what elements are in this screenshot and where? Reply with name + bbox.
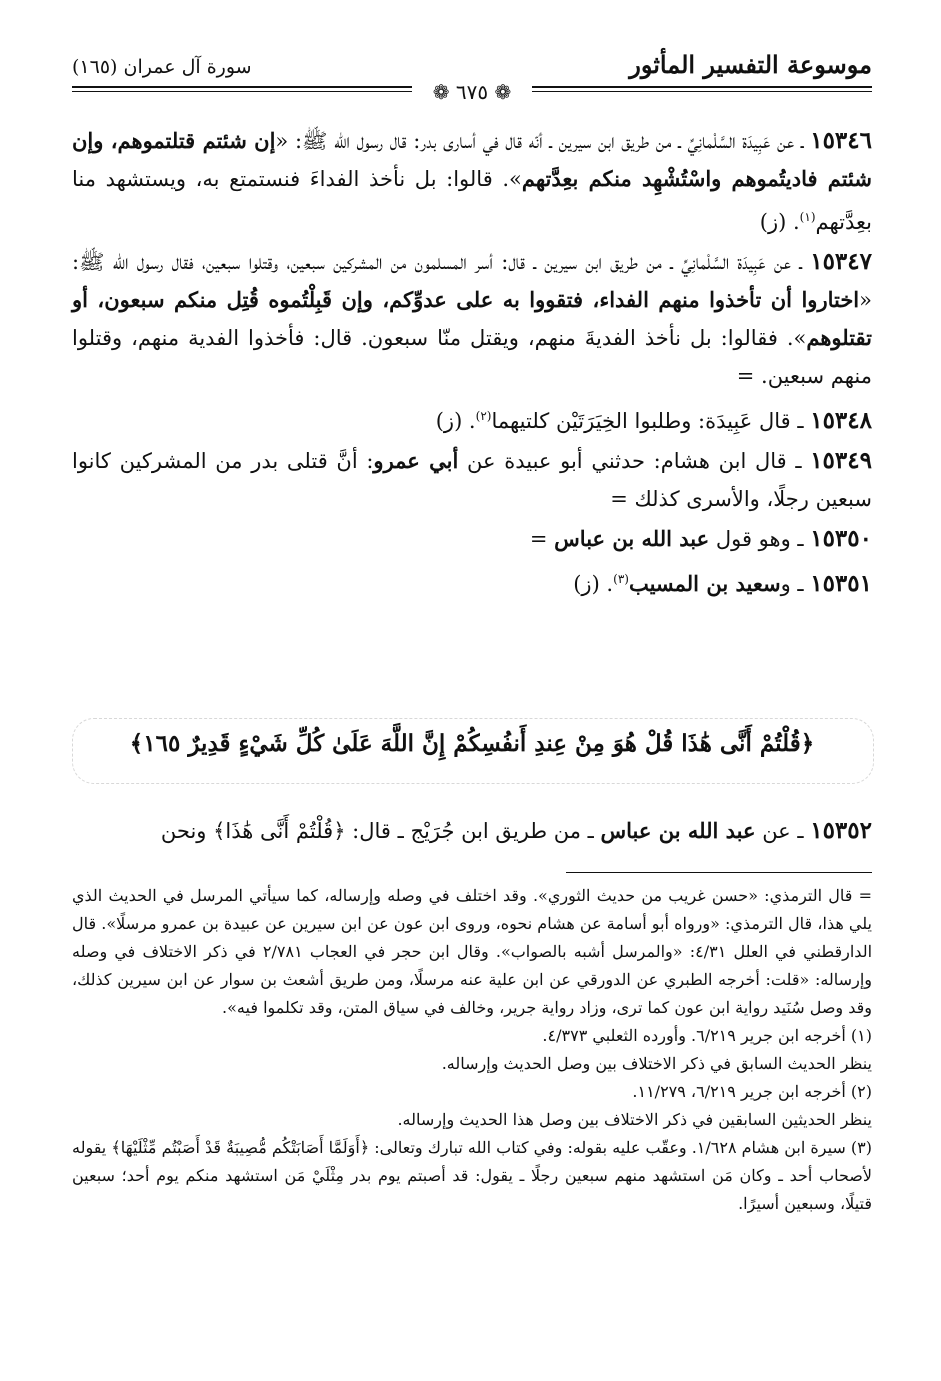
- quran-verse: ﴿قُلْتُمْ أَنَّى هَٰذَا قُلْ هُوَ مِنْ عِندِ أَنفُسِكُمْ إِنَّ اللَّهَ عَلَىٰ كُلِّ شَيْءٍ قَدِيرٌ ١٦٥﴾: [129, 730, 815, 757]
- narrator-name: عبد الله بن عباس: [600, 818, 756, 843]
- narration-15347: ١٥٣٤٧ ـ عن عَبِيدَة السَّلْمانِيِّ ـ من طريق ابن سيرين ـ قال: أسر المسلمون من المشركين سبعين، وقتلوا سبعين، فقال رسول الله ﷺ: «اختاروا أن تأخذوا منهم الفداء، فتقووا به على عدوِّكم، وإن قَبِلْتُموه قُتِل منكم سبعون، أو تقتلوهم». فقالوا: بل نأخذ الفديةَ منهم، ويقتل منّا سبعون. قال: فأخذوا الفدية منهم، وقتلوا منهم سبعين. =: [72, 248, 872, 388]
- book-title: موسوعة التفسير المأثور: [629, 50, 872, 79]
- narration-15350: ١٥٣٥٠ ـ وهو قول عبد الله بن عباس =: [529, 525, 872, 552]
- footnote-ref: (٢): [475, 409, 492, 423]
- page-header: [72, 38, 872, 104]
- narration-number: ١٥٣٥٢: [810, 817, 872, 844]
- narration-15349: ١٥٣٤٩ ـ قال ابن هشام: حدثني أبو عبيدة عن أبي عمرو: أنَّ قتلى بدر من المشركين كانوا سبعين رجلًا، والأسرى كذلك =: [72, 447, 872, 511]
- footnote-1: (١) أخرجه ابن جرير ٦/٢١٩. وأورده الثعلبي ٤/٣٧٣.: [542, 1026, 872, 1045]
- narration-number: ١٥٣٤٧: [810, 248, 872, 275]
- narrator-name: أبي عمرو: [373, 448, 459, 473]
- footnote-ref: (٣): [613, 572, 629, 586]
- footnotes: [72, 882, 872, 1218]
- narration-15352: ١٥٣٥٢ ـ عن عبد الله بن عباس ـ من طريق ابن جُرَيْج ـ قال: ﴿قُلْتُمْ أَنَّى هَٰذَا﴾ ونحن: [160, 817, 872, 844]
- page-number: ❁ ٦٧٥ ❁: [412, 80, 532, 104]
- hadith-text: إن شئتم قتلتموهم، وإن شئتم فاديتُموهم واسْتُشْهِد منكم بعِدَّتهم: [72, 128, 872, 191]
- footnote-continuation: = قال الترمذي: «حسن غريب من حديث الثوري». وقد اختلف في وصله وإرساله، كما سيأتي المرسل في الحديث الذي يلي هذا، قال الترمذي: «ورواه أبو أسامة عن هشام نحوه، وروى ابن عون عن ابن سيرين عن عبيدة بن عمرو مرسلًا». قال الدارقطني في العلل ٤/٣١: «والمرسل أشبه بالصواب». وقال ابن حجر في العجاب ٢/٧٨١ في ذكر الاختلاف في وصله وإرساله: «قلت: أخرجه الطبري عن الدورقي عن ابن علية عنه مرسلًا، ومن طريق أشعث بن سوار عن ابن سيرين كذلك، وقد وصل سُنَيد رواية ابن عون كما ترى، وزاد رواية جرير، وخالف في سياق المتن، وقد تكلموا فيه».: [72, 886, 873, 1017]
- footnote-separator: [566, 872, 872, 873]
- footnote-2: (٢) أخرجه ابن جرير ٦/٢١٩، ١١/٢٧٩.: [632, 1082, 872, 1101]
- narrator-name: سعيد بن المسيب: [628, 571, 781, 596]
- narration-number: ١٥٣٥٠: [810, 525, 872, 552]
- hadith-text: اختاروا أن تأخذوا منهم الفداء، فتقووا به على عدوِّكم، وإن قَبِلْتُموه قُتِل منكم سبعون، أو تقتلوهم: [72, 287, 872, 350]
- footnote-3: (٣) سيرة ابن هشام ١/٦٢٨. وعقّب عليه بقوله: وفي كتاب الله تبارك وتعالى: ﴿أَوَلَمَّا أَصَابَتْكُم مُّصِيبَةٌ قَدْ أَصَبْتُم مِّثْلَيْهَا﴾ يقوله لأصحاب أحد ـ وكان مَن استشهد منهم سبعين رجلًا ـ يقول: قد أصبتم يوم بدر مِثْلَيْ مَن استشهد منكم يوم أحد؛ سبعين قتيلًا، وسبعين أسيرًا.: [71, 1138, 872, 1213]
- narration-number: ١٥٣٥١: [810, 570, 872, 597]
- surah-title: سورة آل عمران (١٦٥): [72, 56, 252, 78]
- narration-number: ١٥٣٤٦: [810, 127, 872, 154]
- narration-number: ١٥٣٤٩: [810, 447, 872, 474]
- main-text-continued: [72, 812, 872, 852]
- footnote-ref: (١): [799, 210, 816, 224]
- footnote-2-note: ينظر الحديثين السابقين في ذكر الاختلاف بين وصل هذا الحديث وإرساله.: [397, 1110, 872, 1129]
- narration-15348: ١٥٣٤٨ ـ قال عَبِيدَة: وطلبوا الخِيَرَتَيْن كلتيهما$^{(٢)}$. (ز): [435, 407, 872, 434]
- narration-15351: ١٥٣٥١ ـ وسعيد بن المسيب$^{(٣)}$. (ز): [573, 570, 872, 597]
- narration-15346: ١٥٣٤٦ ـ عن عَبِيدَة السَّلْمانِيِّ ـ من طريق ابن سيرين ـ أنّه قال في أسارى بدر: قال رسول الله ﷺ: «إن شئتم قتلتموهم، وإن شئتم فاديتُموهم واسْتُشْهِد منكم بعِدَّتهم». قالوا: بل نأخذ الفداءَ فنستمتع به، ويستشهد منا بعِدَّتهم$^{(١)}$. (ز): [72, 127, 872, 234]
- footnote-1-note: ينظر الحديث السابق في ذكر الاختلاف بين وصل الحديث وإرساله.: [441, 1054, 872, 1073]
- narrator-name: عبد الله بن عباس: [554, 526, 710, 551]
- narration-number: ١٥٣٤٨: [810, 407, 872, 434]
- main-text: [72, 122, 872, 605]
